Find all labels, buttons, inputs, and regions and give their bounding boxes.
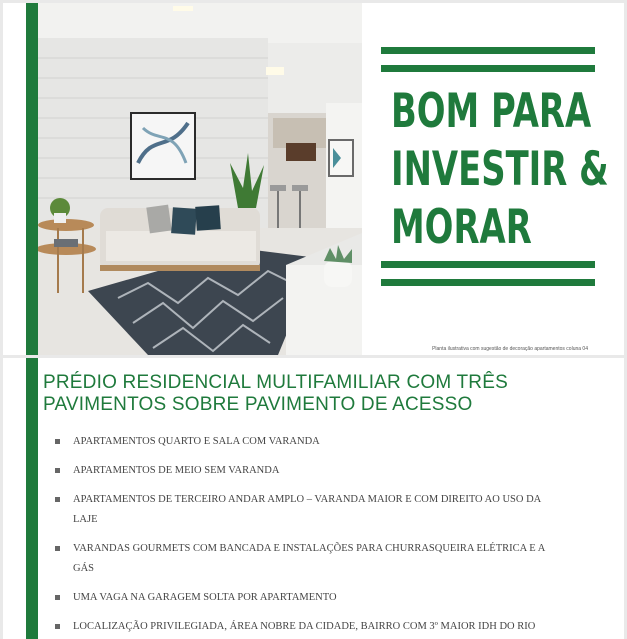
headline-line: BOM PARA — [391, 84, 592, 139]
image-caption: Planta ilustrativa com sugestão de decoração apartamentos coluna 04 — [432, 346, 588, 352]
feature-list — [53, 432, 563, 639]
features-slide — [3, 358, 624, 639]
headline — [391, 83, 609, 257]
list-item: UMA VAGA NA GARAGEM SOLTA POR APARTAMENTO — [53, 588, 563, 608]
headline-line: MORAR — [391, 200, 532, 255]
headline-top-rule — [381, 47, 595, 54]
title-line: PAVIMENTOS SOBRE PAVIMENTO DE ACESSO — [43, 394, 473, 415]
headline-block — [381, 47, 609, 297]
headline-top-rule — [381, 65, 595, 72]
title-line: PRÉDIO RESIDENCIAL MULTIFAMILIAR COM TRÊS — [43, 372, 508, 393]
list-item: APARTAMENTOS DE MEIO SEM VARANDA — [53, 461, 563, 481]
headline-bottom-rule — [381, 279, 595, 286]
list-item: APARTAMENTOS DE TERCEIRO ANDAR AMPLO – VARANDA MAIOR E COM DIREITO AO USO DA LAJE — [53, 490, 563, 530]
list-item: LOCALIZAÇÃO PRIVILEGIADA, ÁREA NOBRE DA CIDADE, BAIRRO COM 3º MAIOR IDH DO RIO — [53, 617, 563, 637]
living-room-photo — [38, 3, 362, 355]
headline-bottom-rule — [381, 261, 595, 268]
accent-bar — [26, 358, 38, 639]
promo-slide — [3, 3, 624, 355]
list-item: APARTAMENTOS QUARTO E SALA COM VARANDA — [53, 432, 563, 452]
headline-line: INVESTIR & — [391, 142, 609, 197]
slide-title — [43, 372, 613, 416]
list-item: VARANDAS GOURMETS COM BANCADA E INSTALAÇÕES PARA CHURRASQUEIRA ELÉTRICA E A GÁS — [53, 539, 563, 579]
accent-bar — [26, 3, 38, 355]
